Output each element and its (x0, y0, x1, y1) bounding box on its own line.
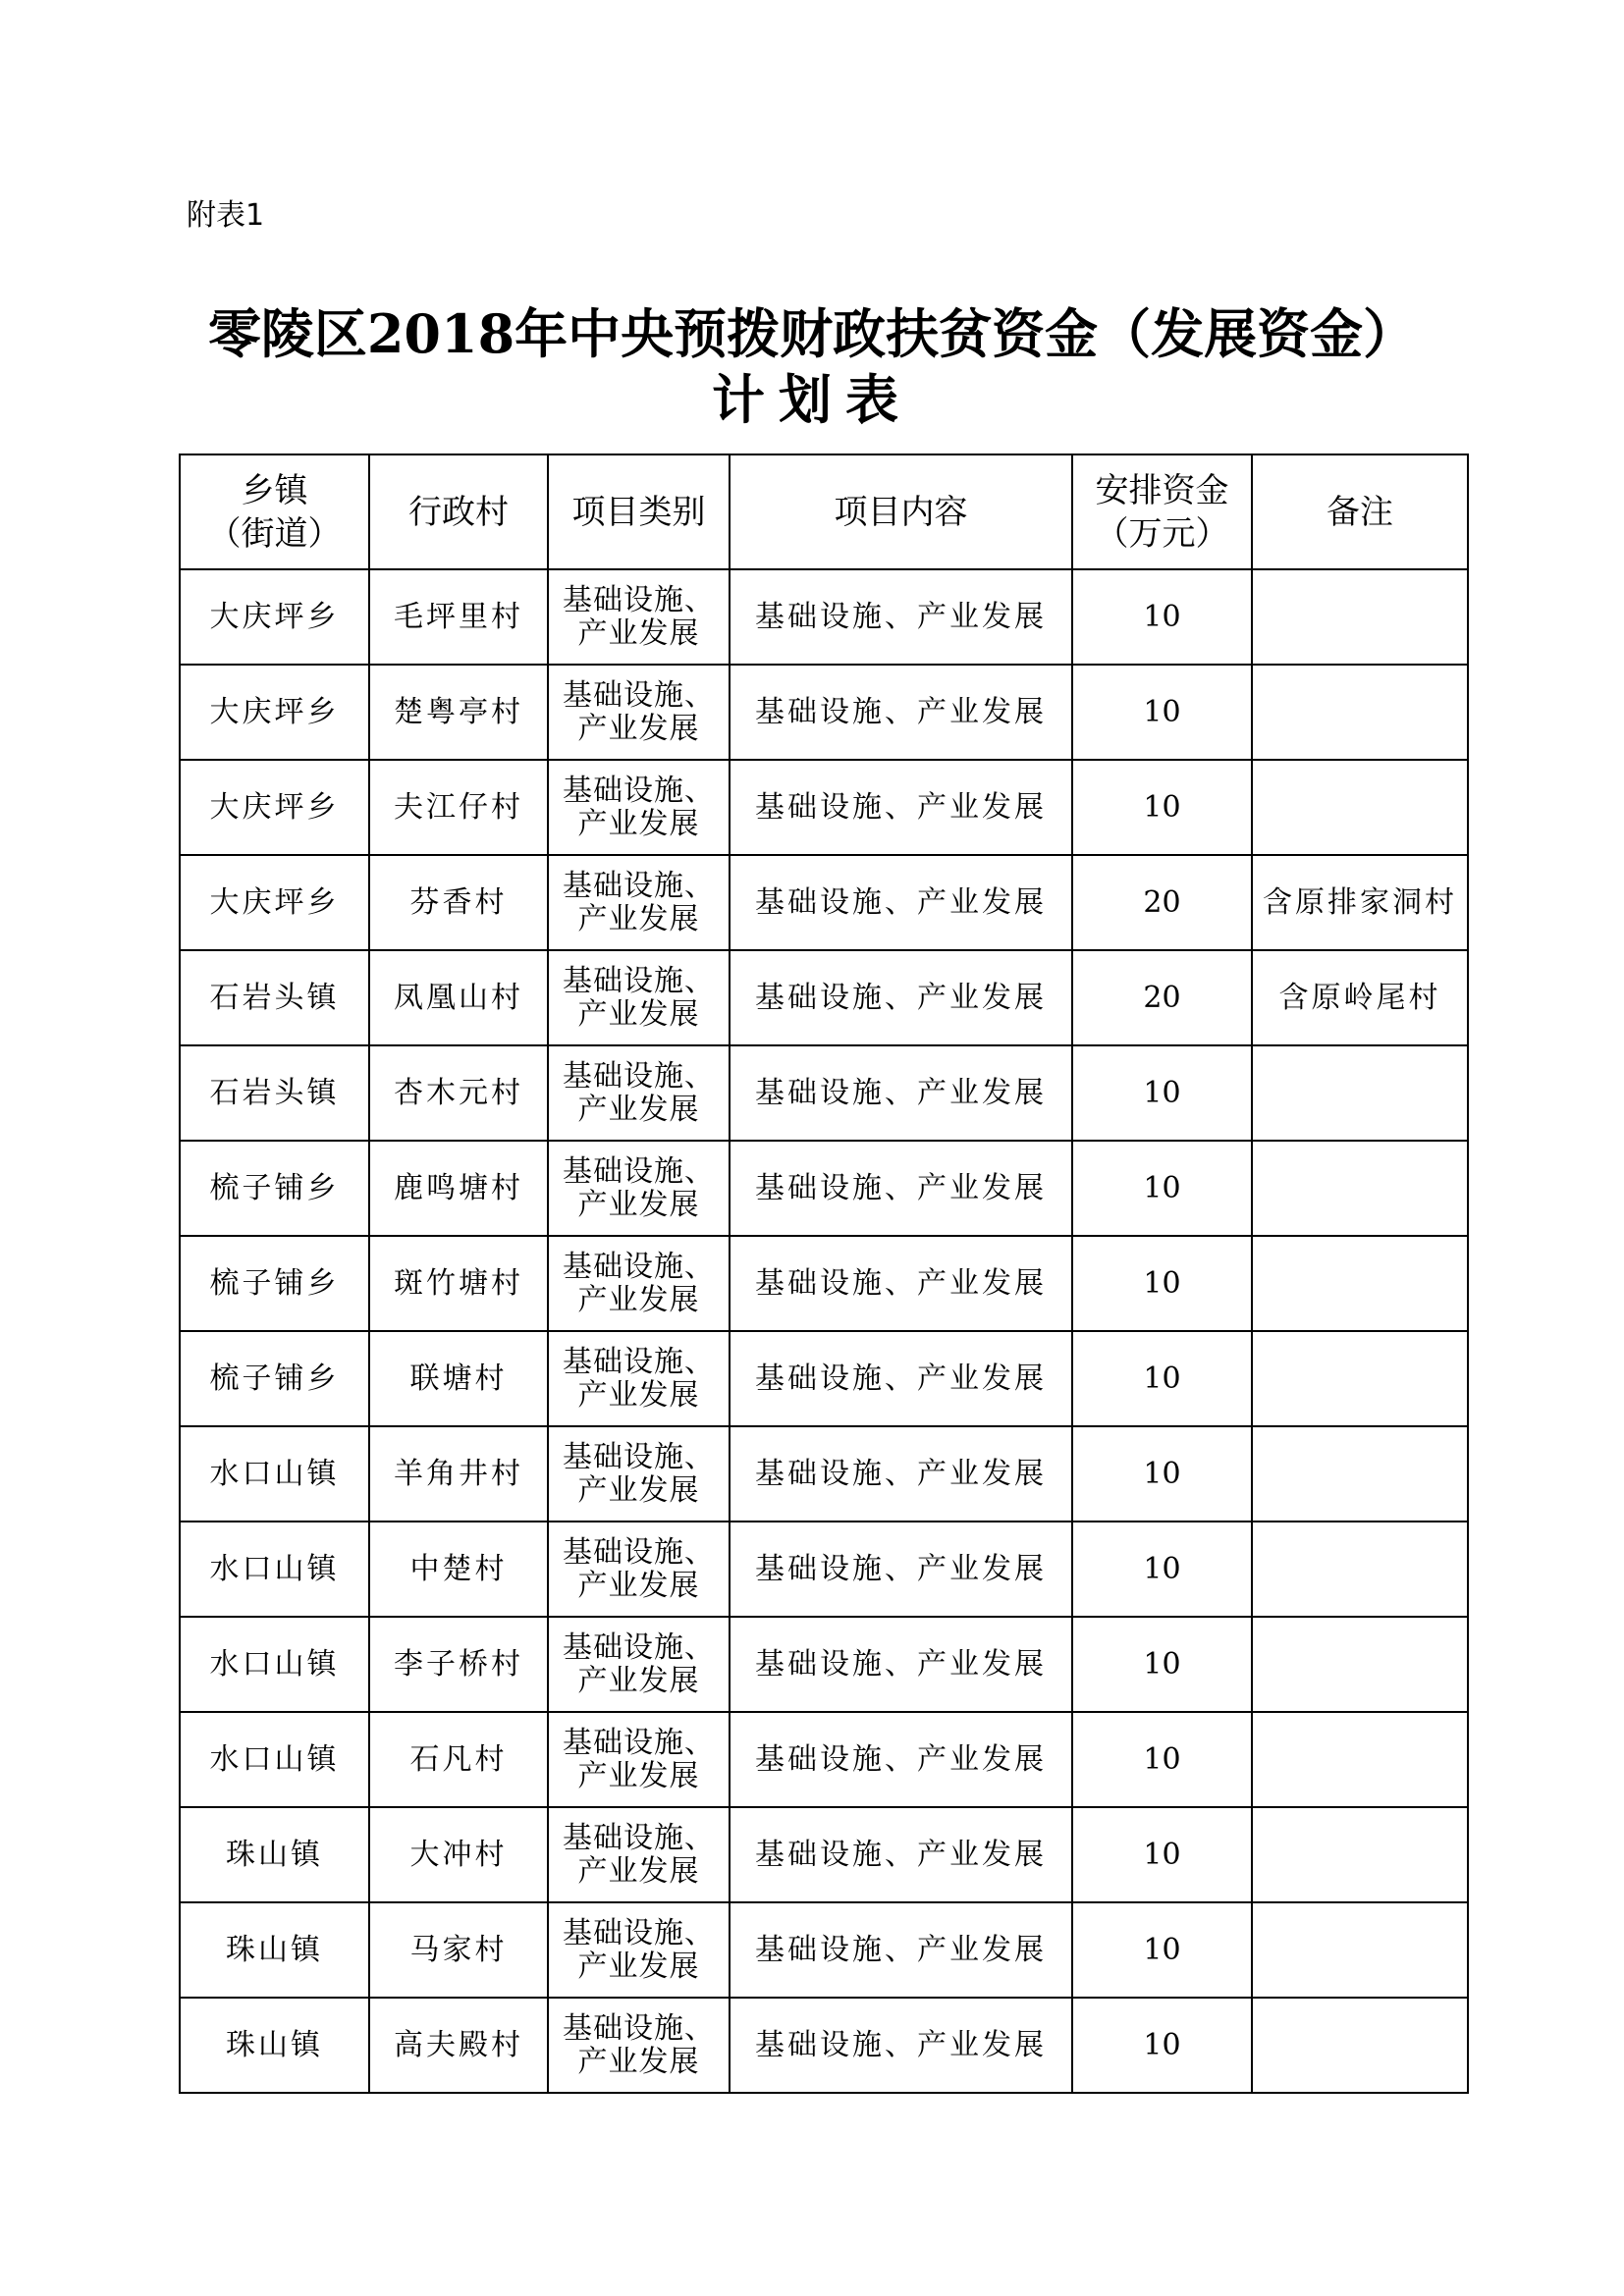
cell-remark (1252, 1807, 1468, 1902)
table-row (180, 1331, 1468, 1426)
cell-remark (1252, 760, 1468, 855)
cell-town: 水口山镇 (180, 1522, 369, 1617)
table-row (180, 1902, 1468, 1998)
cell-content: 基础设施、产业发展 (730, 1617, 1072, 1712)
cell-village: 凤凰山村 (369, 950, 548, 1045)
cell-content: 基础设施、产业发展 (730, 1998, 1072, 2093)
cell-village: 楚粤亭村 (369, 665, 548, 760)
cell-village: 大冲村 (369, 1807, 548, 1902)
cell-village: 石凡村 (369, 1712, 548, 1807)
cell-remark (1252, 1331, 1468, 1426)
funding-plan-table (179, 454, 1469, 2094)
table-row (180, 950, 1468, 1045)
header-town: 乡镇 （街道） (180, 454, 369, 569)
cell-category: 基础设施、 产业发展 (548, 1902, 730, 1998)
cell-category: 基础设施、 产业发展 (548, 1807, 730, 1902)
cell-town: 石岩头镇 (180, 1045, 369, 1141)
table-row (180, 1998, 1468, 2093)
table-row (180, 855, 1468, 950)
table-row (180, 1236, 1468, 1331)
cell-amount: 10 (1072, 1902, 1252, 1998)
cell-remark (1252, 1522, 1468, 1617)
cell-category: 基础设施、 产业发展 (548, 1045, 730, 1141)
cell-amount: 10 (1072, 1712, 1252, 1807)
document-title: 零陵区2018年中央预拨财政扶贫资金（发展资金） (207, 302, 1417, 365)
cell-category: 基础设施、 产业发展 (548, 1236, 730, 1331)
cell-village: 高夫殿村 (369, 1998, 548, 2093)
cell-remark (1252, 1998, 1468, 2093)
cell-category: 基础设施、 产业发展 (548, 1522, 730, 1617)
cell-content: 基础设施、产业发展 (730, 855, 1072, 950)
cell-amount: 10 (1072, 1807, 1252, 1902)
cell-remark (1252, 1236, 1468, 1331)
cell-amount: 20 (1072, 855, 1252, 950)
cell-remark: 含原岭尾村 (1252, 950, 1468, 1045)
cell-content: 基础设施、产业发展 (730, 1045, 1072, 1141)
cell-content: 基础设施、产业发展 (730, 1807, 1072, 1902)
cell-town: 大庆坪乡 (180, 569, 369, 665)
cell-content: 基础设施、产业发展 (730, 1426, 1072, 1522)
cell-remark (1252, 1902, 1468, 1998)
table-row (180, 1617, 1468, 1712)
table-row (180, 1426, 1468, 1522)
cell-village: 中楚村 (369, 1522, 548, 1617)
cell-amount: 10 (1072, 1141, 1252, 1236)
cell-category: 基础设施、 产业发展 (548, 569, 730, 665)
header-remark: 备注 (1252, 454, 1468, 569)
cell-content: 基础设施、产业发展 (730, 950, 1072, 1045)
cell-town: 珠山镇 (180, 1998, 369, 2093)
cell-category: 基础设施、 产业发展 (548, 1331, 730, 1426)
cell-category: 基础设施、 产业发展 (548, 1426, 730, 1522)
cell-amount: 10 (1072, 1331, 1252, 1426)
cell-remark (1252, 569, 1468, 665)
cell-amount: 10 (1072, 665, 1252, 760)
cell-content: 基础设施、产业发展 (730, 1141, 1072, 1236)
cell-village: 芬香村 (369, 855, 548, 950)
cell-town: 大庆坪乡 (180, 760, 369, 855)
cell-village: 夫江仔村 (369, 760, 548, 855)
cell-town: 水口山镇 (180, 1712, 369, 1807)
cell-village: 毛坪里村 (369, 569, 548, 665)
cell-content: 基础设施、产业发展 (730, 569, 1072, 665)
header-amount: 安排资金 （万元） (1072, 454, 1252, 569)
cell-category: 基础设施、 产业发展 (548, 1998, 730, 2093)
cell-content: 基础设施、产业发展 (730, 1522, 1072, 1617)
cell-remark: 含原排家洞村 (1252, 855, 1468, 950)
cell-town: 珠山镇 (180, 1902, 369, 1998)
cell-town: 大庆坪乡 (180, 855, 369, 950)
cell-amount: 10 (1072, 1236, 1252, 1331)
table-row (180, 1712, 1468, 1807)
cell-category: 基础设施、 产业发展 (548, 1712, 730, 1807)
cell-town: 水口山镇 (180, 1617, 369, 1712)
table-row (180, 760, 1468, 855)
cell-town: 石岩头镇 (180, 950, 369, 1045)
cell-content: 基础设施、产业发展 (730, 1236, 1072, 1331)
table-row (180, 1045, 1468, 1141)
cell-amount: 10 (1072, 1045, 1252, 1141)
attachment-label: 附表1 (187, 198, 265, 233)
cell-village: 李子桥村 (369, 1617, 548, 1712)
cell-category: 基础设施、 产业发展 (548, 665, 730, 760)
table-row (180, 1807, 1468, 1902)
cell-category: 基础设施、 产业发展 (548, 1617, 730, 1712)
table-header-row (180, 454, 1468, 569)
cell-town: 梳子铺乡 (180, 1141, 369, 1236)
cell-amount: 10 (1072, 760, 1252, 855)
cell-remark (1252, 1045, 1468, 1141)
cell-amount: 10 (1072, 1522, 1252, 1617)
cell-content: 基础设施、产业发展 (730, 1902, 1072, 1998)
header-content: 项目内容 (730, 454, 1072, 569)
table-body (180, 569, 1468, 2093)
cell-remark (1252, 1712, 1468, 1807)
cell-village: 马家村 (369, 1902, 548, 1998)
cell-amount: 10 (1072, 569, 1252, 665)
cell-content: 基础设施、产业发展 (730, 760, 1072, 855)
table-row (180, 665, 1468, 760)
cell-town: 珠山镇 (180, 1807, 369, 1902)
table-row (180, 1522, 1468, 1617)
cell-category: 基础设施、 产业发展 (548, 855, 730, 950)
header-category: 项目类别 (548, 454, 730, 569)
cell-category: 基础设施、 产业发展 (548, 950, 730, 1045)
cell-village: 斑竹塘村 (369, 1236, 548, 1331)
cell-remark (1252, 1141, 1468, 1236)
document-subtitle: 计划表 (712, 368, 912, 431)
cell-amount: 10 (1072, 1617, 1252, 1712)
cell-village: 联塘村 (369, 1331, 548, 1426)
cell-remark (1252, 665, 1468, 760)
table-row (180, 569, 1468, 665)
cell-town: 梳子铺乡 (180, 1331, 369, 1426)
cell-content: 基础设施、产业发展 (730, 1331, 1072, 1426)
cell-amount: 20 (1072, 950, 1252, 1045)
cell-remark (1252, 1617, 1468, 1712)
cell-town: 梳子铺乡 (180, 1236, 369, 1331)
table-row (180, 1141, 1468, 1236)
cell-category: 基础设施、 产业发展 (548, 1141, 730, 1236)
cell-category: 基础设施、 产业发展 (548, 760, 730, 855)
cell-amount: 10 (1072, 1998, 1252, 2093)
cell-village: 羊角井村 (369, 1426, 548, 1522)
cell-village: 鹿鸣塘村 (369, 1141, 548, 1236)
header-village: 行政村 (369, 454, 548, 569)
cell-content: 基础设施、产业发展 (730, 1712, 1072, 1807)
cell-town: 大庆坪乡 (180, 665, 369, 760)
cell-remark (1252, 1426, 1468, 1522)
cell-village: 杏木元村 (369, 1045, 548, 1141)
cell-content: 基础设施、产业发展 (730, 665, 1072, 760)
cell-town: 水口山镇 (180, 1426, 369, 1522)
cell-amount: 10 (1072, 1426, 1252, 1522)
